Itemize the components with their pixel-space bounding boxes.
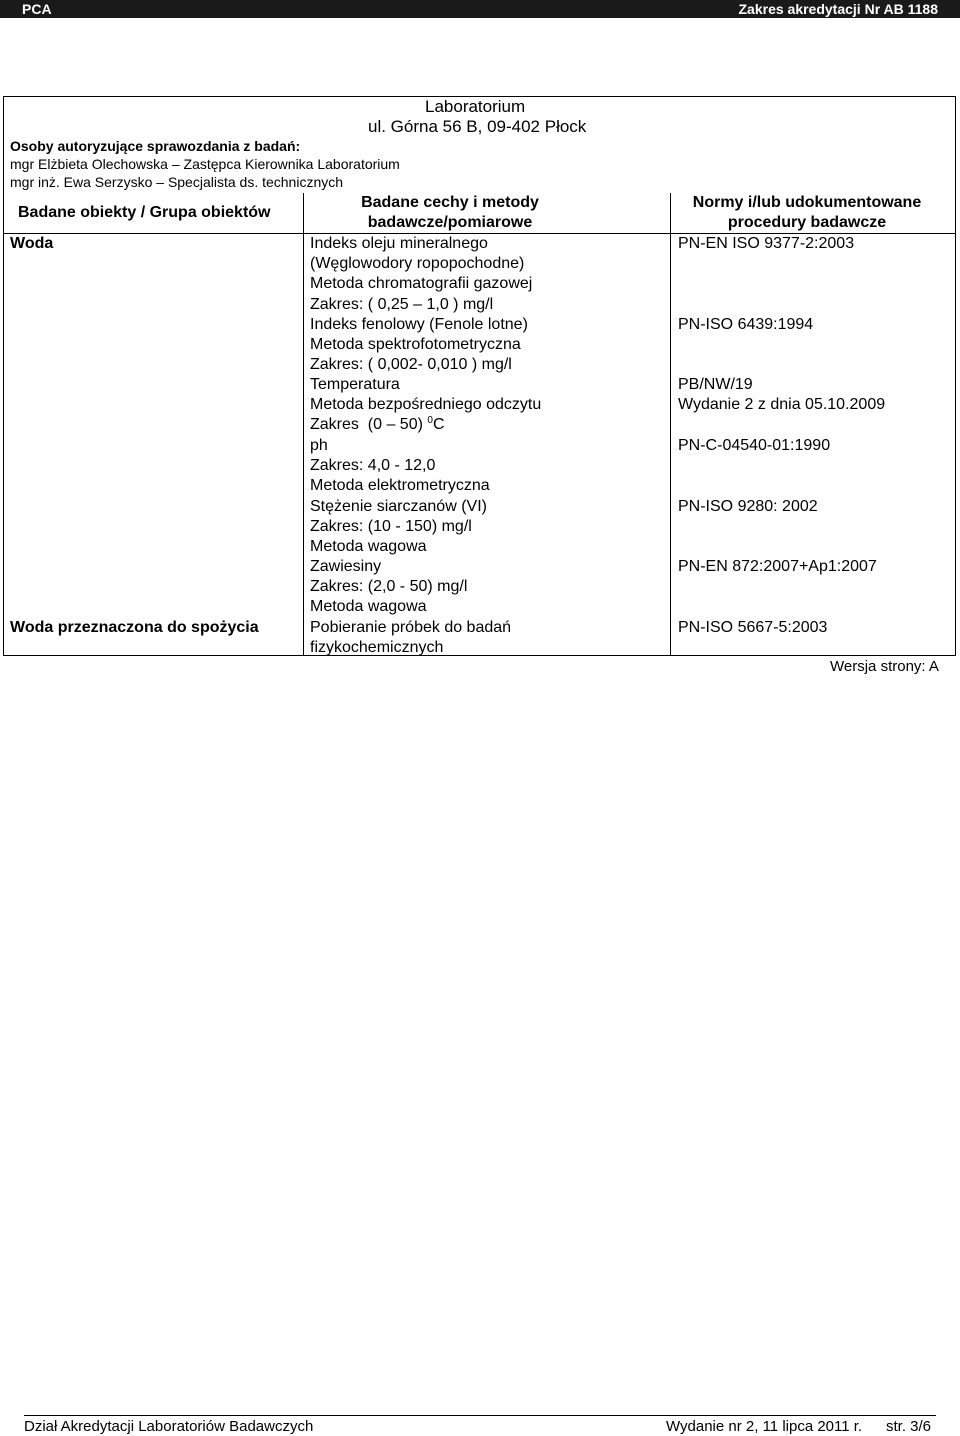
method-line: Metoda wagowa [310, 598, 427, 616]
authorized-person: mgr inż. Ewa Serzysko – Specjalista ds. technicznych [10, 174, 344, 190]
method-line: Zakres: ( 0,002- 0,010 ) mg/l [310, 356, 512, 374]
object-name: Woda [10, 235, 54, 252]
method-line: Metoda wagowa [310, 538, 427, 556]
standard-cell [678, 234, 854, 254]
method-line: Indeks oleju mineralnego [310, 235, 488, 252]
method-cell [310, 315, 528, 376]
column-header-methods [315, 193, 585, 233]
method-cell [310, 618, 511, 658]
column-header-methods-line: Badane cechy i metody [361, 194, 539, 211]
footer-edition: Wydanie nr 2, 11 lipca 2011 r. [666, 1418, 863, 1435]
standard-cell [678, 618, 827, 638]
object-name: Woda przeznaczona do spożycia [10, 619, 259, 636]
method-cell [310, 497, 487, 558]
method-line-text: Zakres (0 – 50) [310, 416, 428, 434]
method-line: ph [310, 437, 328, 454]
method-line: Metoda bezpośredniego odczytu [310, 396, 542, 414]
column-header-standards-line: procedury badawcze [727, 214, 887, 231]
method-line: fizykochemicznych [310, 639, 444, 657]
footer-department: Dział Akredytacji Laboratoriów Badawczych [24, 1418, 314, 1435]
authorized-person: mgr Elżbieta Olechowska – Zastępca Kierownika Laboratorium [10, 156, 400, 172]
page-version: Wersja strony: A [830, 658, 939, 675]
standard-line: PN-EN 872:2007+Ap1:2007 [678, 558, 877, 575]
standard-cell [678, 315, 813, 335]
column-header-standards-line: Normy i/lub udokumentowane [692, 194, 922, 211]
method-line: Zakres: ( 0,25 – 1,0 ) mg/l [310, 295, 494, 313]
standard-line: PN-ISO 6439:1994 [678, 316, 814, 333]
method-line: Zakres: (2,0 - 50) mg/l [310, 578, 468, 596]
lab-address: ul. Górna 56 B, 09-402 Płock [368, 117, 587, 136]
lab-title: Laboratorium [425, 97, 526, 116]
footer-page-number: str. 3/6 [886, 1418, 932, 1435]
method-line [310, 415, 541, 435]
method-line: Pobieranie próbek do badań [310, 619, 512, 636]
method-line: Stężenie siarczanów (VI) [310, 498, 487, 515]
standard-cell [678, 497, 818, 517]
standard-cell [678, 557, 877, 577]
column-header-objects: Badane obiekty / Grupa obiektów [18, 204, 271, 221]
standard-line: PN-C-04540-01:1990 [678, 437, 831, 454]
method-line-unit: C [432, 416, 445, 434]
standard-line: Wydanie 2 z dnia 05.10.2009 [678, 396, 886, 414]
standard-line: PN-ISO 5667-5:2003 [678, 619, 828, 636]
method-line: Zawiesiny [310, 558, 382, 575]
standard-line: PN-EN ISO 9377-2:2003 [678, 235, 855, 252]
method-line: Zakres: (10 - 150) mg/l [310, 518, 472, 536]
method-line: Temperatura [310, 376, 400, 393]
method-line: (Węglowodory ropopochodne) [310, 255, 525, 273]
footer-divider [24, 1415, 936, 1416]
page-header [0, 0, 960, 18]
method-line: Metoda elektrometryczna [310, 477, 490, 495]
column-divider [303, 193, 304, 656]
authorized-heading: Osoby autoryzujące sprawozdania z badań: [10, 138, 301, 154]
standard-cell [678, 436, 830, 456]
column-header-methods-line: badawcze/pomiarowe [367, 214, 533, 231]
method-cell [310, 234, 532, 315]
column-divider [670, 193, 671, 656]
method-line: Metoda spektrofotometryczna [310, 336, 521, 354]
method-cell [310, 557, 467, 618]
method-cell [310, 375, 541, 436]
standard-line: PB/NW/19 [678, 376, 753, 393]
method-cell [310, 436, 490, 497]
standard-cell [678, 375, 885, 415]
method-line: Zakres: 4,0 - 12,0 [310, 457, 436, 475]
column-header-standards [672, 193, 942, 233]
degree-superscript: 0 [427, 415, 433, 427]
standard-line: PN-ISO 9280: 2002 [678, 498, 818, 515]
method-line: Metoda chromatografii gazowej [310, 275, 533, 293]
method-line: Indeks fenolowy (Fenole lotne) [310, 316, 528, 333]
header-accreditation: Zakres akredytacji Nr AB 1188 [738, 1, 938, 17]
header-org: PCA [22, 1, 52, 17]
